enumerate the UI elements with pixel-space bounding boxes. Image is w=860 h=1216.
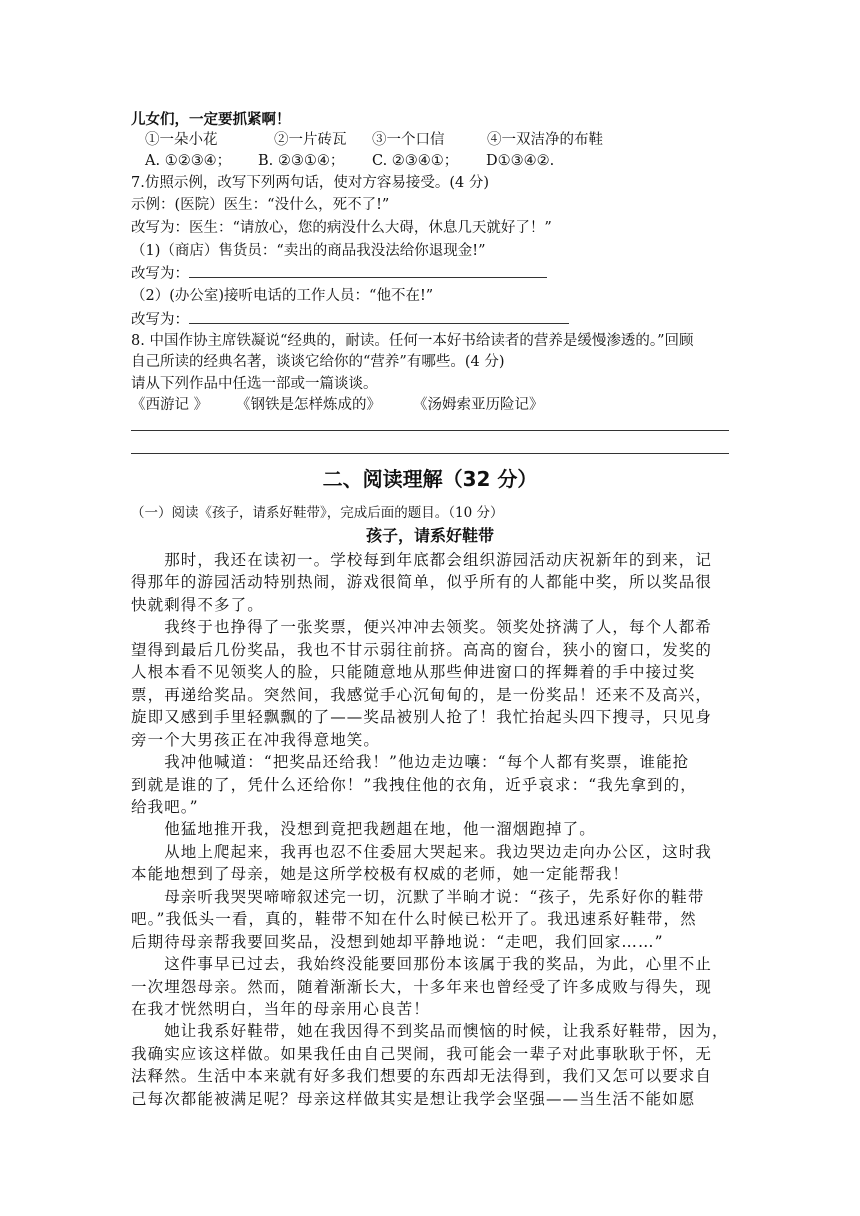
q8-answer-line-1[interactable] bbox=[131, 430, 729, 431]
q8-line-1: 8. 中国作协主席铁凝说“经典的，耐读。任何一本好书给读者的营养是缓慢渗透的。”回顾 bbox=[131, 333, 694, 349]
q6-choice-c: C. ②③④①； bbox=[372, 153, 459, 169]
article-line: 得那年的游园活动特别热闹，游戏很简单，似乎所有的人都能中奖，所以奖品很 bbox=[131, 573, 713, 592]
article-title: 孩子，请系好鞋带 bbox=[365, 526, 494, 545]
q7-item-1: （1)（商店）售货员：“卖出的商品我没法给你退现金!” bbox=[131, 243, 486, 259]
article-line: 她让我系好鞋带，她在我因得不到奖品而懊恼的时候，让我系好鞋带，因为， bbox=[131, 1022, 729, 1041]
part1-intro: （一）阅读《孩子，请系好鞋带》，完成后面的题目。（10 分） bbox=[131, 505, 504, 521]
article-line: 法释然。生活中本来就有好多我们想要的东西却无法得到，我们又怎可以要求自 bbox=[131, 1067, 713, 1086]
q7-item-1-answer-blank[interactable] bbox=[189, 263, 547, 278]
q8-line-3: 请从下列作品中任选一部或一篇谈谈。 bbox=[131, 376, 378, 392]
q6-option-4: ④一双洁净的布鞋 bbox=[487, 132, 603, 148]
article-line: 快就剩得不多了。 bbox=[131, 595, 264, 614]
article-line: 母亲听我哭哭啼啼叙述完一切，沉默了半晌才说：“孩子，先系好你的鞋带 bbox=[131, 887, 705, 906]
q6-option-1: ①一朵小花 bbox=[145, 132, 218, 148]
q8-answer-line-2[interactable] bbox=[131, 453, 729, 454]
article-line: 票，再递给奖品。突然间，我感觉手心沉甸甸的，是一份奖品！还来不及高兴， bbox=[131, 685, 713, 704]
article-line: 在我才恍然明白，当年的母亲用心良苦！ bbox=[131, 1000, 430, 1018]
article-line: 人根本看不见领奖人的脸，只能随意地从那些伸进窗口的挥舞着的手中接过奖 bbox=[131, 663, 696, 682]
q6-tail: 儿女们，一定要抓紧啊！ bbox=[131, 111, 291, 128]
q6-choice-d: D①③④②. bbox=[486, 153, 555, 169]
article-line: 到就是谁的了，凭什么还给你！”我拽住他的衣角，近乎哀求：“我先拿到的， bbox=[131, 775, 697, 794]
article-line: 我冲他喊道：“把奖品还给我！”他边走边嚷：“每个人都有奖票，谁能抢 bbox=[131, 753, 690, 772]
article-line: 本能地想到了母亲，她是这所学校极有权威的老师，她一定能帮我！ bbox=[131, 865, 630, 884]
article-line: 望得到最后几份奖品，我也不甘示弱往前挤。高高的窗台，狭小的窗口，发奖的 bbox=[131, 640, 713, 659]
article-line: 我确实应该这样做。如果我任由自己哭闹，我可能会一辈子对此事耿耿于怀，无 bbox=[131, 1044, 713, 1063]
article-line: 旁一个大男孩正在冲我得意地笑。 bbox=[131, 730, 381, 749]
q8-work-1: 《西游记 》 bbox=[131, 397, 209, 413]
q7-example-rewrite: 改写为：医生：“请放心，您的病没什么大碍，休息几天就好了！” bbox=[131, 220, 552, 236]
article-line: 那时，我还在读初一。学校每到年底都会组织游园活动庆祝新年的到来，记 bbox=[131, 551, 713, 569]
q6-option-2: ②一片砖瓦 bbox=[274, 132, 347, 148]
article-line: 一次埋怨母亲。然而，随着渐渐长大，十多年来也曾经受了许多成败与得失，现 bbox=[131, 977, 713, 996]
article-line: 给我吧。” bbox=[131, 797, 199, 816]
q7-item-2-rewrite-label: 改写为： bbox=[131, 312, 189, 328]
q8-work-3: 《汤姆索亚历险记》 bbox=[413, 397, 544, 413]
section-title: 二、阅读理解（32 分） bbox=[322, 467, 538, 491]
article-line: 我终于也挣得了一张奖票，便兴冲冲去领奖。领奖处挤满了人，每个人都希 bbox=[131, 618, 713, 637]
q6-choice-b: B. ②③①④； bbox=[258, 153, 345, 169]
article-line: 旋即又感到手里轻飘飘的了——奖品被别人抢了！我忙抬起头四下搜寻，只见身 bbox=[131, 708, 713, 727]
q7-example: 示例：(医院）医生：“没什么，死不了!” bbox=[131, 197, 390, 213]
q7-item-1-rewrite-label: 改写为： bbox=[131, 266, 189, 282]
q7-item-2-rewrite bbox=[131, 309, 569, 330]
article-line: 己每次都能被满足呢？母亲这样做其实是想让我学会坚强——当生活不能如愿 bbox=[131, 1089, 696, 1108]
q8-line-2: 自己所读的经典名著，谈谈它给你的“营养”有哪些。(4 分) bbox=[131, 354, 505, 370]
article-line: 他猛地推开我，没想到竟把我趔趄在地，他一溜烟跑掉了。 bbox=[131, 820, 596, 839]
q7-item-1-rewrite bbox=[131, 263, 547, 284]
article-line: 这件事早已过去，我始终没能要回那份本该属于我的奖品，为此，心里不止 bbox=[131, 955, 713, 974]
q7-title: 7.仿照示例，改写下列两句话，使对方容易接受。(4 分) bbox=[131, 175, 489, 191]
article-line: 吧。”我低头一看，真的，鞋带不知在什么时候已松开了。我迅速系好鞋带，然 bbox=[131, 910, 697, 929]
q7-item-2-answer-blank[interactable] bbox=[189, 309, 569, 324]
article-line: 后期待母亲帮我要回奖品，没想到她却平静地说：“走吧，我们回家……” bbox=[131, 932, 664, 951]
q8-work-2: 《钢铁是怎样炼成的》 bbox=[236, 397, 381, 413]
article-line: 从地上爬起来，我再也忍不住委屈大哭起来。我边哭边走向办公区，这时我 bbox=[131, 842, 713, 861]
q6-option-3: ③一个口信 bbox=[372, 132, 445, 148]
q7-item-2: （2）(办公室)接听电话的工作人员：“他不在!” bbox=[131, 288, 434, 304]
q6-choice-a: A. ①②③④； bbox=[145, 153, 232, 169]
